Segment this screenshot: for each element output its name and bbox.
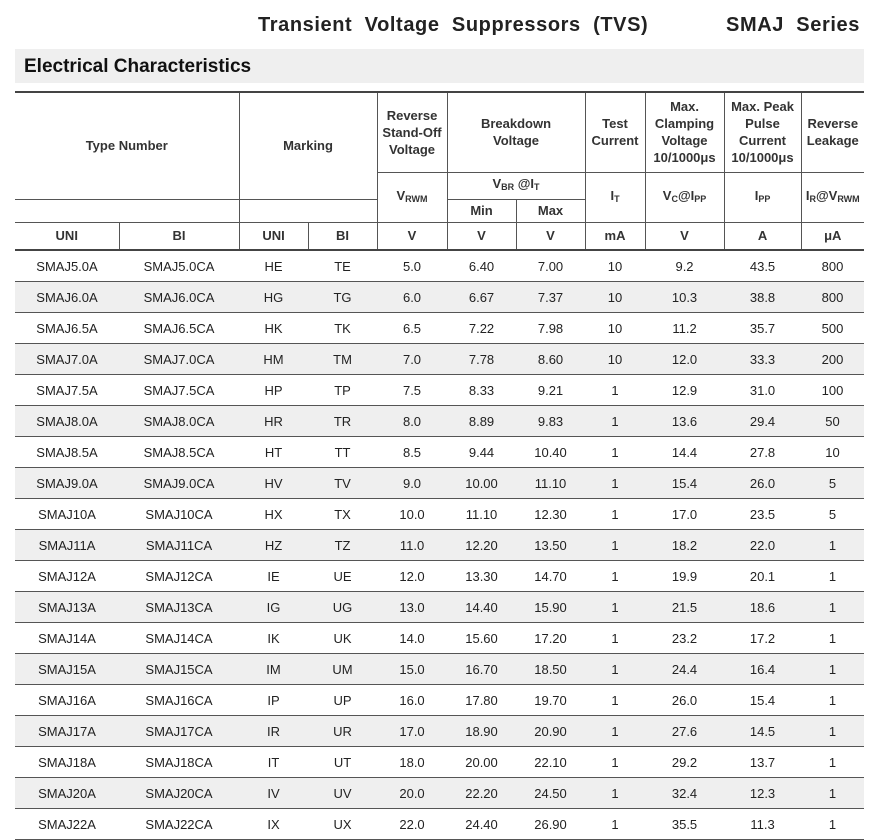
- cell-vbr-min: 7.22: [447, 313, 516, 344]
- cell-it: 1: [585, 468, 645, 499]
- cell-vbr-max: 22.10: [516, 747, 585, 778]
- cell-vrwm: 17.0: [377, 716, 447, 747]
- cell-uni-type: SMAJ5.0A: [15, 250, 119, 282]
- cell-uni-type: SMAJ6.5A: [15, 313, 119, 344]
- cell-bi-type: SMAJ22CA: [119, 809, 239, 840]
- cell-it: 1: [585, 561, 645, 592]
- cell-marking-bi: UG: [308, 592, 377, 623]
- cell-vbr-min: 8.33: [447, 375, 516, 406]
- unit-marking-bi: BI: [308, 222, 377, 250]
- cell-vbr-min: 15.60: [447, 623, 516, 654]
- cell-bi-type: SMAJ5.0CA: [119, 250, 239, 282]
- cell-vrwm: 9.0: [377, 468, 447, 499]
- table-row: [15, 468, 864, 499]
- cell-marking-uni: HZ: [239, 530, 308, 561]
- cell-vbr-max: 18.50: [516, 654, 585, 685]
- unit-vc: V: [645, 222, 724, 250]
- cell-marking-uni: HV: [239, 468, 308, 499]
- cell-bi-type: SMAJ11CA: [119, 530, 239, 561]
- cell-vbr-min: 9.44: [447, 437, 516, 468]
- cell-vc: 24.4: [645, 654, 724, 685]
- electrical-characteristics-table: [15, 91, 864, 840]
- cell-ipp: 18.6: [724, 592, 801, 623]
- cell-vbr-min: 6.40: [447, 250, 516, 282]
- cell-bi-type: SMAJ20CA: [119, 778, 239, 809]
- cell-ipp: 27.8: [724, 437, 801, 468]
- cell-vc: 11.2: [645, 313, 724, 344]
- unit-ir: μA: [801, 222, 864, 250]
- cell-vrwm: 8.0: [377, 406, 447, 437]
- cell-it: 1: [585, 592, 645, 623]
- cell-it: 1: [585, 654, 645, 685]
- cell-marking-bi: TV: [308, 468, 377, 499]
- cell-vc: 32.4: [645, 778, 724, 809]
- cell-ir: 50: [801, 406, 864, 437]
- cell-ipp: 11.3: [724, 809, 801, 840]
- cell-uni-type: SMAJ11A: [15, 530, 119, 561]
- table-row: [15, 375, 864, 406]
- symbol-max: Max: [516, 199, 585, 222]
- symbol-vbr-it: $V_{BR}$ $@I_T$: [447, 172, 585, 199]
- unit-vrwm: V: [377, 222, 447, 250]
- cell-vc: 18.2: [645, 530, 724, 561]
- cell-ipp: 29.4: [724, 406, 801, 437]
- cell-vbr-max: 7.37: [516, 282, 585, 313]
- cell-ipp: 38.8: [724, 282, 801, 313]
- table-row: [15, 344, 864, 375]
- table-row: [15, 282, 864, 313]
- cell-vc: 15.4: [645, 468, 724, 499]
- col-marking: Marking: [239, 92, 377, 199]
- cell-vbr-min: 12.20: [447, 530, 516, 561]
- page-header: [0, 14, 880, 42]
- cell-uni-type: SMAJ14A: [15, 623, 119, 654]
- cell-uni-type: SMAJ9.0A: [15, 468, 119, 499]
- cell-marking-uni: HM: [239, 344, 308, 375]
- cell-bi-type: SMAJ8.5CA: [119, 437, 239, 468]
- cell-vbr-min: 11.10: [447, 499, 516, 530]
- cell-ir: 500: [801, 313, 864, 344]
- cell-marking-bi: TP: [308, 375, 377, 406]
- cell-vbr-max: 9.21: [516, 375, 585, 406]
- cell-vc: 23.2: [645, 623, 724, 654]
- table-row: [15, 250, 864, 282]
- cell-vrwm: 22.0: [377, 809, 447, 840]
- cell-vrwm: 13.0: [377, 592, 447, 623]
- cell-vbr-min: 8.89: [447, 406, 516, 437]
- cell-ir: 5: [801, 499, 864, 530]
- series-name: SMAJ Series: [726, 14, 860, 36]
- cell-vc: 9.2: [645, 250, 724, 282]
- cell-marking-bi: UT: [308, 747, 377, 778]
- cell-it: 10: [585, 282, 645, 313]
- table-row: [15, 561, 864, 592]
- cell-vrwm: 7.5: [377, 375, 447, 406]
- cell-it: 1: [585, 685, 645, 716]
- cell-vbr-min: 22.20: [447, 778, 516, 809]
- unit-uni: UNI: [15, 222, 119, 250]
- cell-uni-type: SMAJ22A: [15, 809, 119, 840]
- col-max-clamping: Max. Clamping Voltage 10/1000μs: [645, 92, 724, 172]
- section-title: Electrical Characteristics: [24, 56, 252, 77]
- cell-vrwm: 5.0: [377, 250, 447, 282]
- cell-vbr-max: 12.30: [516, 499, 585, 530]
- cell-vbr-max: 8.60: [516, 344, 585, 375]
- unit-vbr-min: V: [447, 222, 516, 250]
- cell-ir: 100: [801, 375, 864, 406]
- cell-uni-type: SMAJ8.0A: [15, 406, 119, 437]
- cell-it: 1: [585, 375, 645, 406]
- cell-uni-type: SMAJ10A: [15, 499, 119, 530]
- cell-vbr-max: 19.70: [516, 685, 585, 716]
- cell-ir: 1: [801, 778, 864, 809]
- cell-ir: 1: [801, 623, 864, 654]
- cell-vrwm: 8.5: [377, 437, 447, 468]
- symbol-vrwm: $V_{RWM}$: [377, 172, 447, 222]
- cell-ir: 10: [801, 437, 864, 468]
- cell-marking-bi: TK: [308, 313, 377, 344]
- cell-bi-type: SMAJ6.5CA: [119, 313, 239, 344]
- unit-vbr-max: V: [516, 222, 585, 250]
- cell-vbr-min: 10.00: [447, 468, 516, 499]
- cell-vbr-max: 13.50: [516, 530, 585, 561]
- cell-ipp: 15.4: [724, 685, 801, 716]
- symbol-min: Min: [447, 199, 516, 222]
- col-reverse-standoff: Reverse Stand-Off Voltage: [377, 92, 447, 172]
- cell-ir: 1: [801, 747, 864, 778]
- cell-vc: 26.0: [645, 685, 724, 716]
- cell-vrwm: 16.0: [377, 685, 447, 716]
- cell-it: 10: [585, 344, 645, 375]
- cell-marking-uni: HR: [239, 406, 308, 437]
- cell-vrwm: 18.0: [377, 747, 447, 778]
- col-breakdown-voltage: Breakdown Voltage: [447, 92, 585, 172]
- cell-vc: 19.9: [645, 561, 724, 592]
- cell-vc: 17.0: [645, 499, 724, 530]
- cell-vc: 29.2: [645, 747, 724, 778]
- symbol-ipp: $I_{PP}$: [724, 172, 801, 222]
- table-row: [15, 809, 864, 840]
- cell-bi-type: SMAJ7.0CA: [119, 344, 239, 375]
- cell-vrwm: 12.0: [377, 561, 447, 592]
- cell-ir: 800: [801, 250, 864, 282]
- cell-vbr-max: 24.50: [516, 778, 585, 809]
- cell-marking-uni: IK: [239, 623, 308, 654]
- table-row: [15, 623, 864, 654]
- unit-marking-uni: UNI: [239, 222, 308, 250]
- cell-vbr-max: 7.00: [516, 250, 585, 282]
- cell-bi-type: SMAJ18CA: [119, 747, 239, 778]
- unit-bi: BI: [119, 222, 239, 250]
- cell-marking-uni: HT: [239, 437, 308, 468]
- col-test-current: Test Current: [585, 92, 645, 172]
- blank-cell: [239, 199, 308, 222]
- section-heading: [15, 49, 864, 83]
- cell-ir: 5: [801, 468, 864, 499]
- blank-cell: [308, 199, 377, 222]
- cell-uni-type: SMAJ18A: [15, 747, 119, 778]
- symbol-vc-ipp: $V_C@I_{PP}$: [645, 172, 724, 222]
- cell-it: 1: [585, 406, 645, 437]
- cell-it: 1: [585, 747, 645, 778]
- cell-marking-uni: IV: [239, 778, 308, 809]
- cell-ipp: 17.2: [724, 623, 801, 654]
- cell-bi-type: SMAJ8.0CA: [119, 406, 239, 437]
- cell-marking-bi: TR: [308, 406, 377, 437]
- cell-marking-uni: IP: [239, 685, 308, 716]
- cell-vbr-max: 14.70: [516, 561, 585, 592]
- cell-uni-type: SMAJ13A: [15, 592, 119, 623]
- cell-ir: 1: [801, 685, 864, 716]
- cell-vc: 21.5: [645, 592, 724, 623]
- cell-uni-type: SMAJ20A: [15, 778, 119, 809]
- cell-ir: 800: [801, 282, 864, 313]
- cell-ipp: 43.5: [724, 250, 801, 282]
- cell-bi-type: SMAJ16CA: [119, 685, 239, 716]
- col-reverse-leakage: Reverse Leakage: [801, 92, 864, 172]
- cell-vbr-min: 18.90: [447, 716, 516, 747]
- table-row: [15, 716, 864, 747]
- cell-vrwm: 6.5: [377, 313, 447, 344]
- symbol-ir-vrwm: $I_R@V_{RWM}$: [801, 172, 864, 222]
- cell-marking-bi: UM: [308, 654, 377, 685]
- cell-vc: 14.4: [645, 437, 724, 468]
- cell-marking-bi: UP: [308, 685, 377, 716]
- cell-it: 1: [585, 778, 645, 809]
- cell-bi-type: SMAJ17CA: [119, 716, 239, 747]
- cell-vbr-max: 20.90: [516, 716, 585, 747]
- table-row: [15, 685, 864, 716]
- table-row: [15, 437, 864, 468]
- cell-ir: 1: [801, 592, 864, 623]
- cell-ipp: 35.7: [724, 313, 801, 344]
- cell-uni-type: SMAJ7.5A: [15, 375, 119, 406]
- cell-marking-bi: TE: [308, 250, 377, 282]
- cell-bi-type: SMAJ13CA: [119, 592, 239, 623]
- cell-ir: 200: [801, 344, 864, 375]
- cell-vbr-max: 10.40: [516, 437, 585, 468]
- cell-vc: 12.0: [645, 344, 724, 375]
- table-row: [15, 592, 864, 623]
- cell-vbr-max: 15.90: [516, 592, 585, 623]
- cell-bi-type: SMAJ12CA: [119, 561, 239, 592]
- cell-marking-uni: IM: [239, 654, 308, 685]
- cell-bi-type: SMAJ10CA: [119, 499, 239, 530]
- cell-bi-type: SMAJ7.5CA: [119, 375, 239, 406]
- cell-vbr-min: 24.40: [447, 809, 516, 840]
- cell-ipp: 23.5: [724, 499, 801, 530]
- cell-marking-uni: IX: [239, 809, 308, 840]
- col-max-peak-pulse: Max. Peak Pulse Current 10/1000μs: [724, 92, 801, 172]
- cell-vc: 13.6: [645, 406, 724, 437]
- cell-bi-type: SMAJ14CA: [119, 623, 239, 654]
- cell-vc: 27.6: [645, 716, 724, 747]
- cell-it: 1: [585, 437, 645, 468]
- cell-vbr-min: 6.67: [447, 282, 516, 313]
- cell-marking-uni: HE: [239, 250, 308, 282]
- cell-marking-uni: HG: [239, 282, 308, 313]
- table-row: [15, 406, 864, 437]
- table-row: [15, 654, 864, 685]
- cell-marking-bi: UE: [308, 561, 377, 592]
- cell-ipp: 13.7: [724, 747, 801, 778]
- cell-vbr-max: 7.98: [516, 313, 585, 344]
- cell-ipp: 14.5: [724, 716, 801, 747]
- unit-it: mA: [585, 222, 645, 250]
- table-row: [15, 499, 864, 530]
- cell-vbr-min: 17.80: [447, 685, 516, 716]
- unit-ipp: A: [724, 222, 801, 250]
- cell-vc: 12.9: [645, 375, 724, 406]
- cell-it: 1: [585, 530, 645, 561]
- cell-uni-type: SMAJ12A: [15, 561, 119, 592]
- cell-vbr-max: 11.10: [516, 468, 585, 499]
- table-row: [15, 778, 864, 809]
- cell-uni-type: SMAJ15A: [15, 654, 119, 685]
- cell-bi-type: SMAJ9.0CA: [119, 468, 239, 499]
- cell-ir: 1: [801, 809, 864, 840]
- cell-ipp: 31.0: [724, 375, 801, 406]
- cell-vrwm: 7.0: [377, 344, 447, 375]
- cell-vrwm: 6.0: [377, 282, 447, 313]
- cell-it: 10: [585, 313, 645, 344]
- cell-marking-bi: TT: [308, 437, 377, 468]
- cell-marking-uni: IR: [239, 716, 308, 747]
- cell-uni-type: SMAJ16A: [15, 685, 119, 716]
- cell-marking-uni: HX: [239, 499, 308, 530]
- cell-vrwm: 15.0: [377, 654, 447, 685]
- cell-ipp: 12.3: [724, 778, 801, 809]
- cell-vrwm: 14.0: [377, 623, 447, 654]
- cell-vbr-min: 16.70: [447, 654, 516, 685]
- cell-marking-bi: UR: [308, 716, 377, 747]
- cell-vrwm: 10.0: [377, 499, 447, 530]
- cell-marking-uni: IT: [239, 747, 308, 778]
- cell-it: 1: [585, 499, 645, 530]
- cell-it: 10: [585, 250, 645, 282]
- cell-vbr-min: 20.00: [447, 747, 516, 778]
- col-type-number: Type Number: [15, 92, 239, 199]
- cell-vbr-min: 13.30: [447, 561, 516, 592]
- blank-cell: [15, 199, 119, 222]
- cell-vbr-min: 7.78: [447, 344, 516, 375]
- cell-marking-uni: HK: [239, 313, 308, 344]
- blank-cell: [119, 199, 239, 222]
- cell-vbr-min: 14.40: [447, 592, 516, 623]
- cell-bi-type: SMAJ15CA: [119, 654, 239, 685]
- cell-ir: 1: [801, 716, 864, 747]
- cell-vbr-max: 9.83: [516, 406, 585, 437]
- cell-marking-uni: IE: [239, 561, 308, 592]
- cell-marking-uni: IG: [239, 592, 308, 623]
- cell-marking-bi: TX: [308, 499, 377, 530]
- cell-vc: 35.5: [645, 809, 724, 840]
- cell-vbr-max: 26.90: [516, 809, 585, 840]
- cell-uni-type: SMAJ17A: [15, 716, 119, 747]
- cell-vrwm: 11.0: [377, 530, 447, 561]
- cell-marking-bi: UV: [308, 778, 377, 809]
- cell-ipp: 26.0: [724, 468, 801, 499]
- cell-ipp: 22.0: [724, 530, 801, 561]
- cell-ir: 1: [801, 530, 864, 561]
- cell-it: 1: [585, 809, 645, 840]
- symbol-it: $I_T$: [585, 172, 645, 222]
- table-row: [15, 530, 864, 561]
- cell-marking-bi: UX: [308, 809, 377, 840]
- cell-vrwm: 20.0: [377, 778, 447, 809]
- cell-marking-bi: TZ: [308, 530, 377, 561]
- cell-bi-type: SMAJ6.0CA: [119, 282, 239, 313]
- cell-it: 1: [585, 623, 645, 654]
- cell-ipp: 20.1: [724, 561, 801, 592]
- table-body: [15, 250, 864, 840]
- cell-ir: 1: [801, 654, 864, 685]
- cell-marking-bi: TG: [308, 282, 377, 313]
- cell-ipp: 33.3: [724, 344, 801, 375]
- cell-vc: 10.3: [645, 282, 724, 313]
- cell-uni-type: SMAJ6.0A: [15, 282, 119, 313]
- cell-ir: 1: [801, 561, 864, 592]
- cell-marking-uni: HP: [239, 375, 308, 406]
- cell-marking-bi: TM: [308, 344, 377, 375]
- table-row: [15, 747, 864, 778]
- cell-uni-type: SMAJ8.5A: [15, 437, 119, 468]
- cell-ipp: 16.4: [724, 654, 801, 685]
- cell-marking-bi: UK: [308, 623, 377, 654]
- cell-uni-type: SMAJ7.0A: [15, 344, 119, 375]
- table-row: [15, 313, 864, 344]
- cell-it: 1: [585, 716, 645, 747]
- document-title: Transient Voltage Suppressors (TVS): [258, 14, 649, 36]
- cell-vbr-max: 17.20: [516, 623, 585, 654]
